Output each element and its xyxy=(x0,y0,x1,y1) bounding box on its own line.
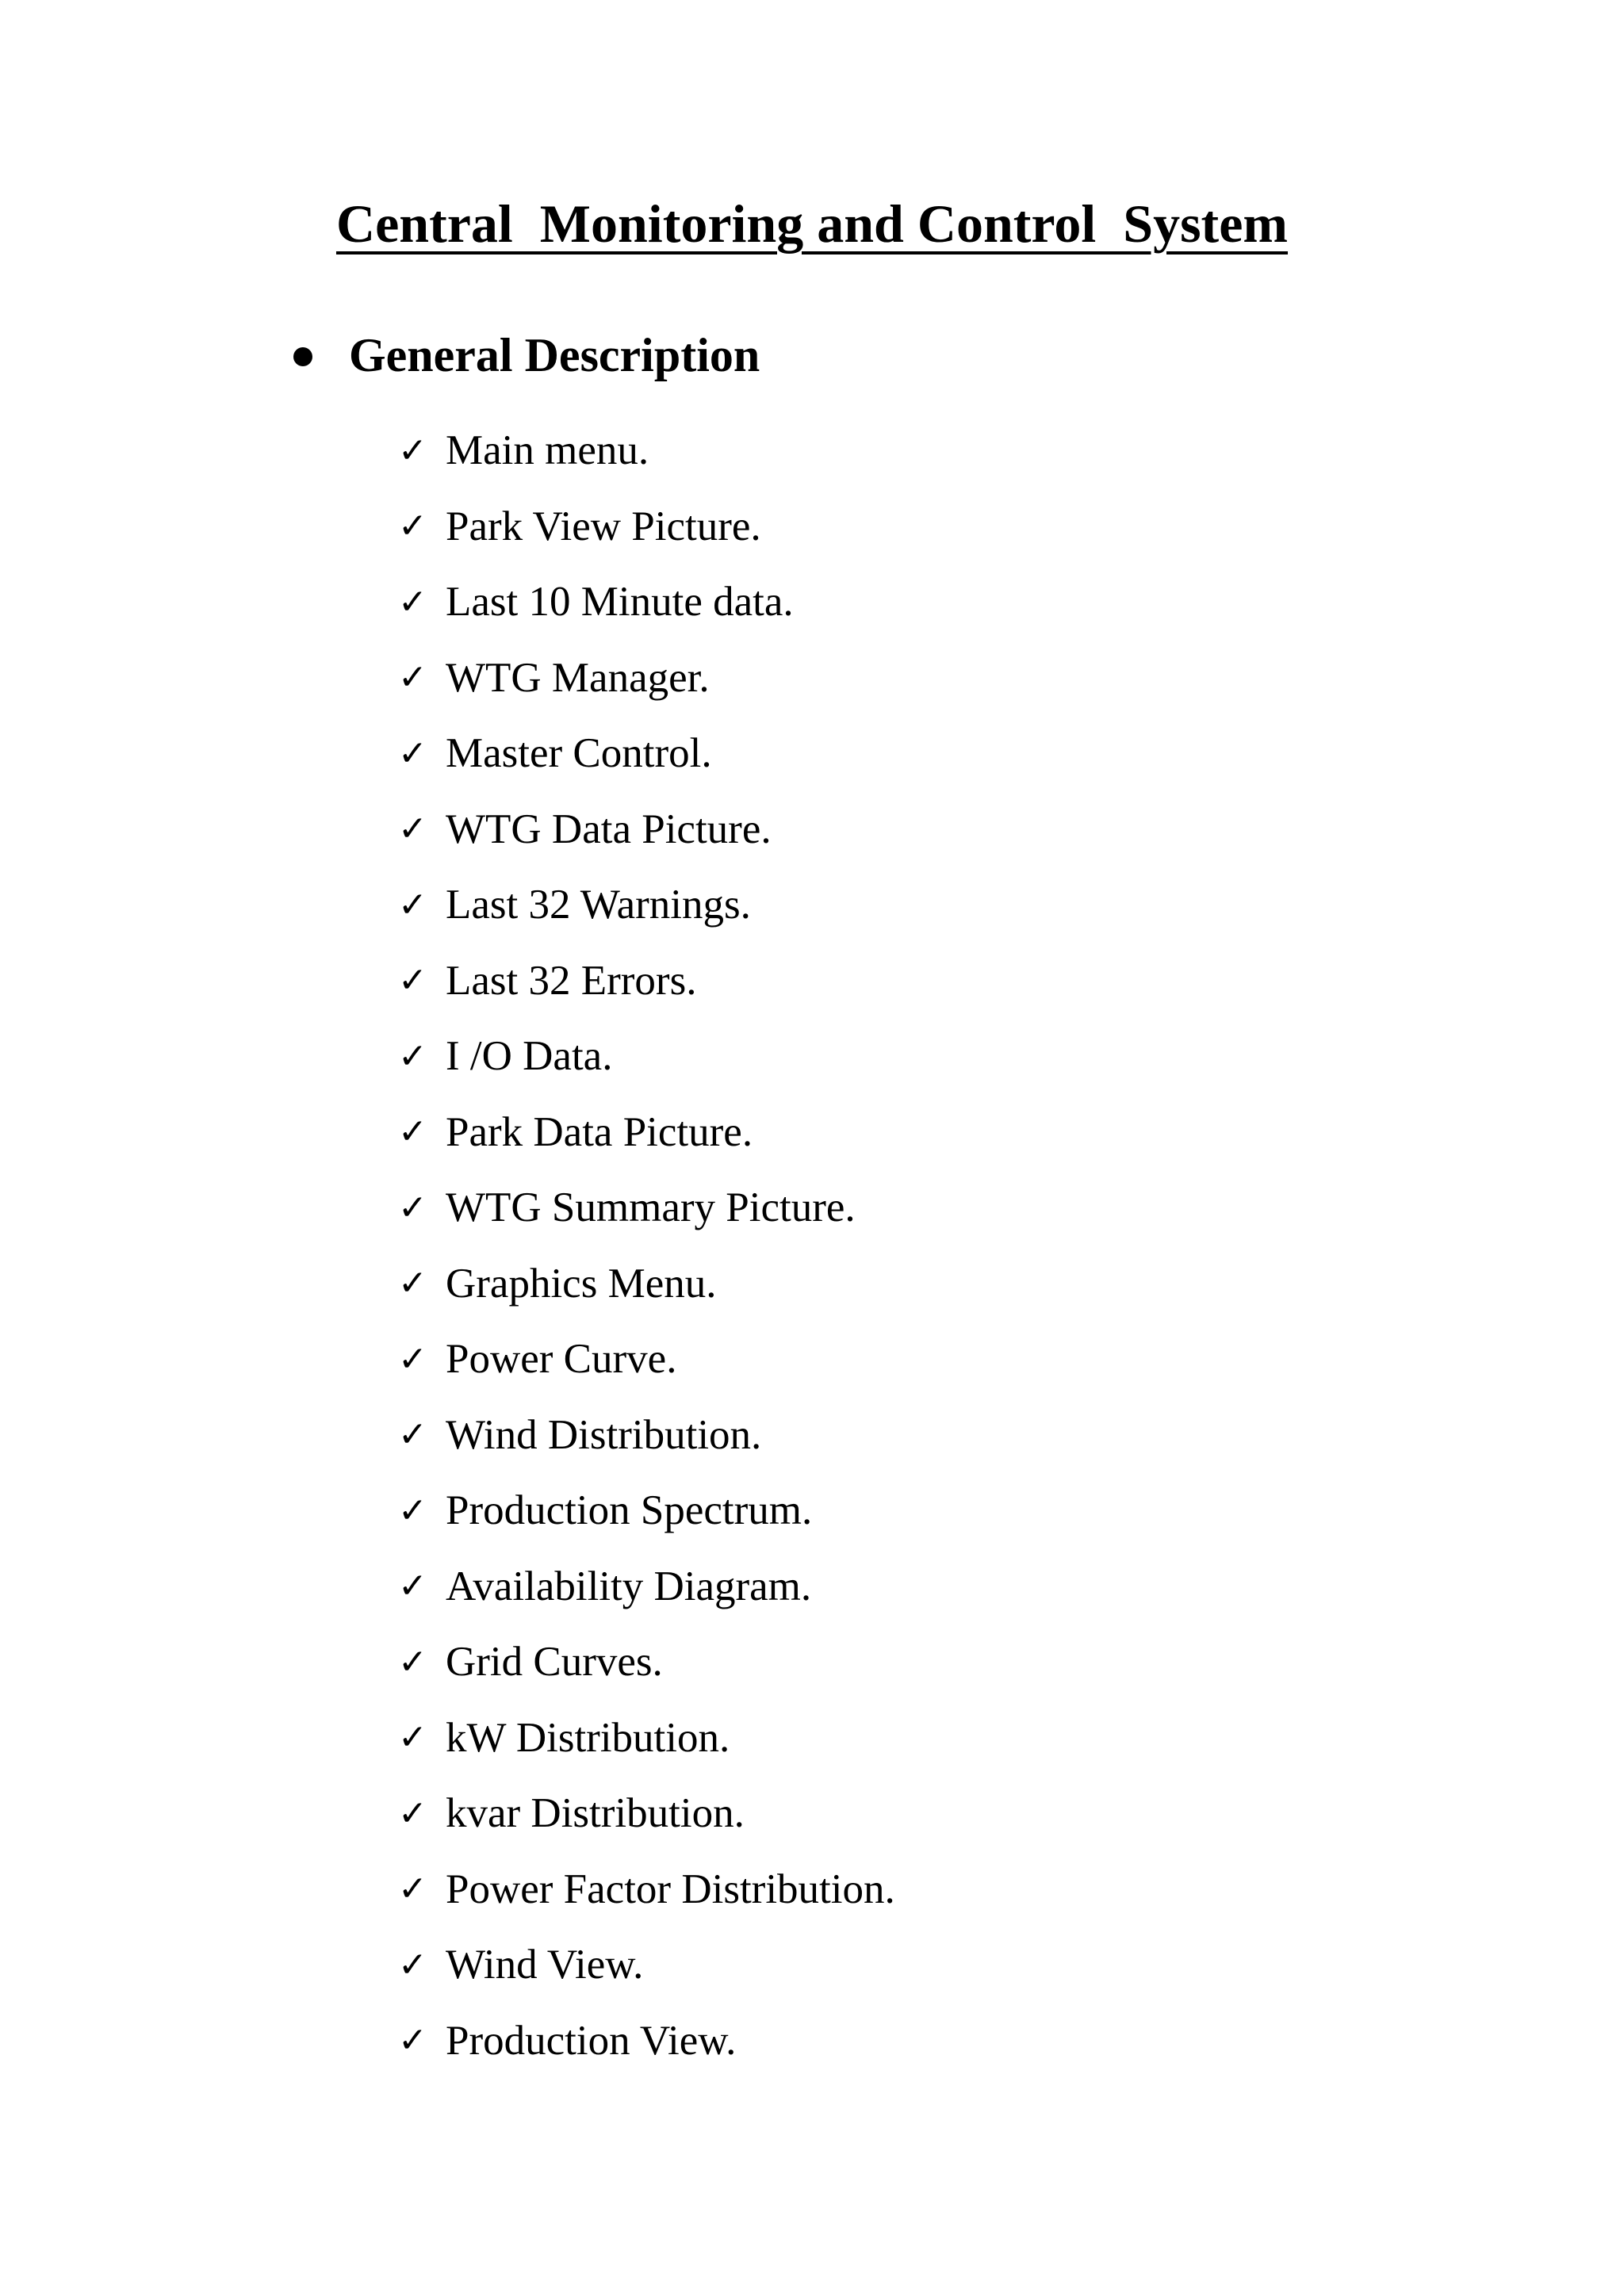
list-item xyxy=(398,716,895,792)
list-item-label: Last 32 Warnings. xyxy=(446,882,751,928)
list-item-label: I /O Data. xyxy=(446,1033,613,1080)
list-item xyxy=(398,2003,895,2080)
list-item-label: Main menu. xyxy=(446,427,649,474)
list-item xyxy=(398,943,895,1020)
list-item xyxy=(398,489,895,565)
list-item xyxy=(398,641,895,717)
checkmark-icon: ✓ xyxy=(398,809,427,850)
list-item xyxy=(398,564,895,641)
list-item xyxy=(398,1473,895,1549)
list-item xyxy=(398,1549,895,1625)
checkmark-icon: ✓ xyxy=(398,1641,427,1682)
list-item-label: kvar Distribution. xyxy=(446,1790,745,1837)
checkmark-icon: ✓ xyxy=(398,1793,427,1834)
feature-checklist xyxy=(398,413,895,2079)
checkmark-icon: ✓ xyxy=(398,1414,427,1456)
checkmark-icon: ✓ xyxy=(398,1112,427,1153)
list-item xyxy=(398,1852,895,1928)
list-item xyxy=(398,1776,895,1852)
checkmark-icon: ✓ xyxy=(398,506,427,547)
list-item-label: kW Distribution. xyxy=(446,1714,730,1761)
list-item-label: Graphics Menu. xyxy=(446,1260,717,1307)
list-item-label: Park Data Picture. xyxy=(446,1108,753,1155)
checkmark-icon: ✓ xyxy=(398,1263,427,1304)
checkmark-icon: ✓ xyxy=(398,960,427,1001)
list-item xyxy=(398,1246,895,1322)
checkmark-icon: ✓ xyxy=(398,884,427,925)
list-item-label: Production Spectrum. xyxy=(446,1487,813,1534)
list-item xyxy=(398,1170,895,1246)
checkmark-icon: ✓ xyxy=(398,733,427,774)
list-item-label: Wind View. xyxy=(446,1942,644,1988)
list-item xyxy=(398,1019,895,1095)
checkmark-icon: ✓ xyxy=(398,1035,427,1077)
checkmark-icon: ✓ xyxy=(398,1187,427,1228)
list-item-label: Last 10 Minute data. xyxy=(446,579,794,626)
list-item xyxy=(398,1095,895,1171)
checkmark-icon: ✓ xyxy=(398,1490,427,1531)
list-item xyxy=(398,867,895,943)
list-item-label: Master Control. xyxy=(446,730,712,777)
list-item xyxy=(398,1624,895,1701)
checkmark-icon: ✓ xyxy=(398,1944,427,1985)
list-item-label: Power Curve. xyxy=(446,1336,677,1383)
list-item-label: Availability Diagram. xyxy=(446,1563,812,1609)
list-item xyxy=(398,1927,895,2003)
list-item xyxy=(398,1398,895,1474)
bullet-icon xyxy=(293,347,312,366)
checkmark-icon: ✓ xyxy=(398,1566,427,1607)
list-item-label: Power Factor Distribution. xyxy=(446,1866,895,1912)
list-item-label: Wind Distribution. xyxy=(446,1411,762,1458)
section-heading xyxy=(293,331,760,379)
list-item xyxy=(398,792,895,868)
checkmark-icon: ✓ xyxy=(398,1717,427,1758)
checkmark-icon: ✓ xyxy=(398,657,427,698)
list-item xyxy=(398,1322,895,1398)
list-item-label: Last 32 Errors. xyxy=(446,957,697,1004)
list-item-label: Park View Picture. xyxy=(446,503,761,549)
list-item-label: WTG Manager. xyxy=(446,654,710,701)
checkmark-icon: ✓ xyxy=(398,2020,427,2061)
list-item xyxy=(398,1701,895,1777)
list-item-label: WTG Data Picture. xyxy=(446,806,772,852)
list-item-label: Grid Curves. xyxy=(446,1639,663,1686)
list-item xyxy=(398,413,895,489)
page-title: Central Monitoring and Control System xyxy=(335,193,1289,254)
checkmark-icon: ✓ xyxy=(398,430,427,471)
checkmark-icon: ✓ xyxy=(398,1869,427,1910)
checkmark-icon: ✓ xyxy=(398,581,427,622)
checkmark-icon: ✓ xyxy=(398,1338,427,1380)
section-heading-label: General Description xyxy=(349,329,760,381)
list-item-label: Production View. xyxy=(446,2017,737,2064)
list-item-label: WTG Summary Picture. xyxy=(446,1184,856,1231)
